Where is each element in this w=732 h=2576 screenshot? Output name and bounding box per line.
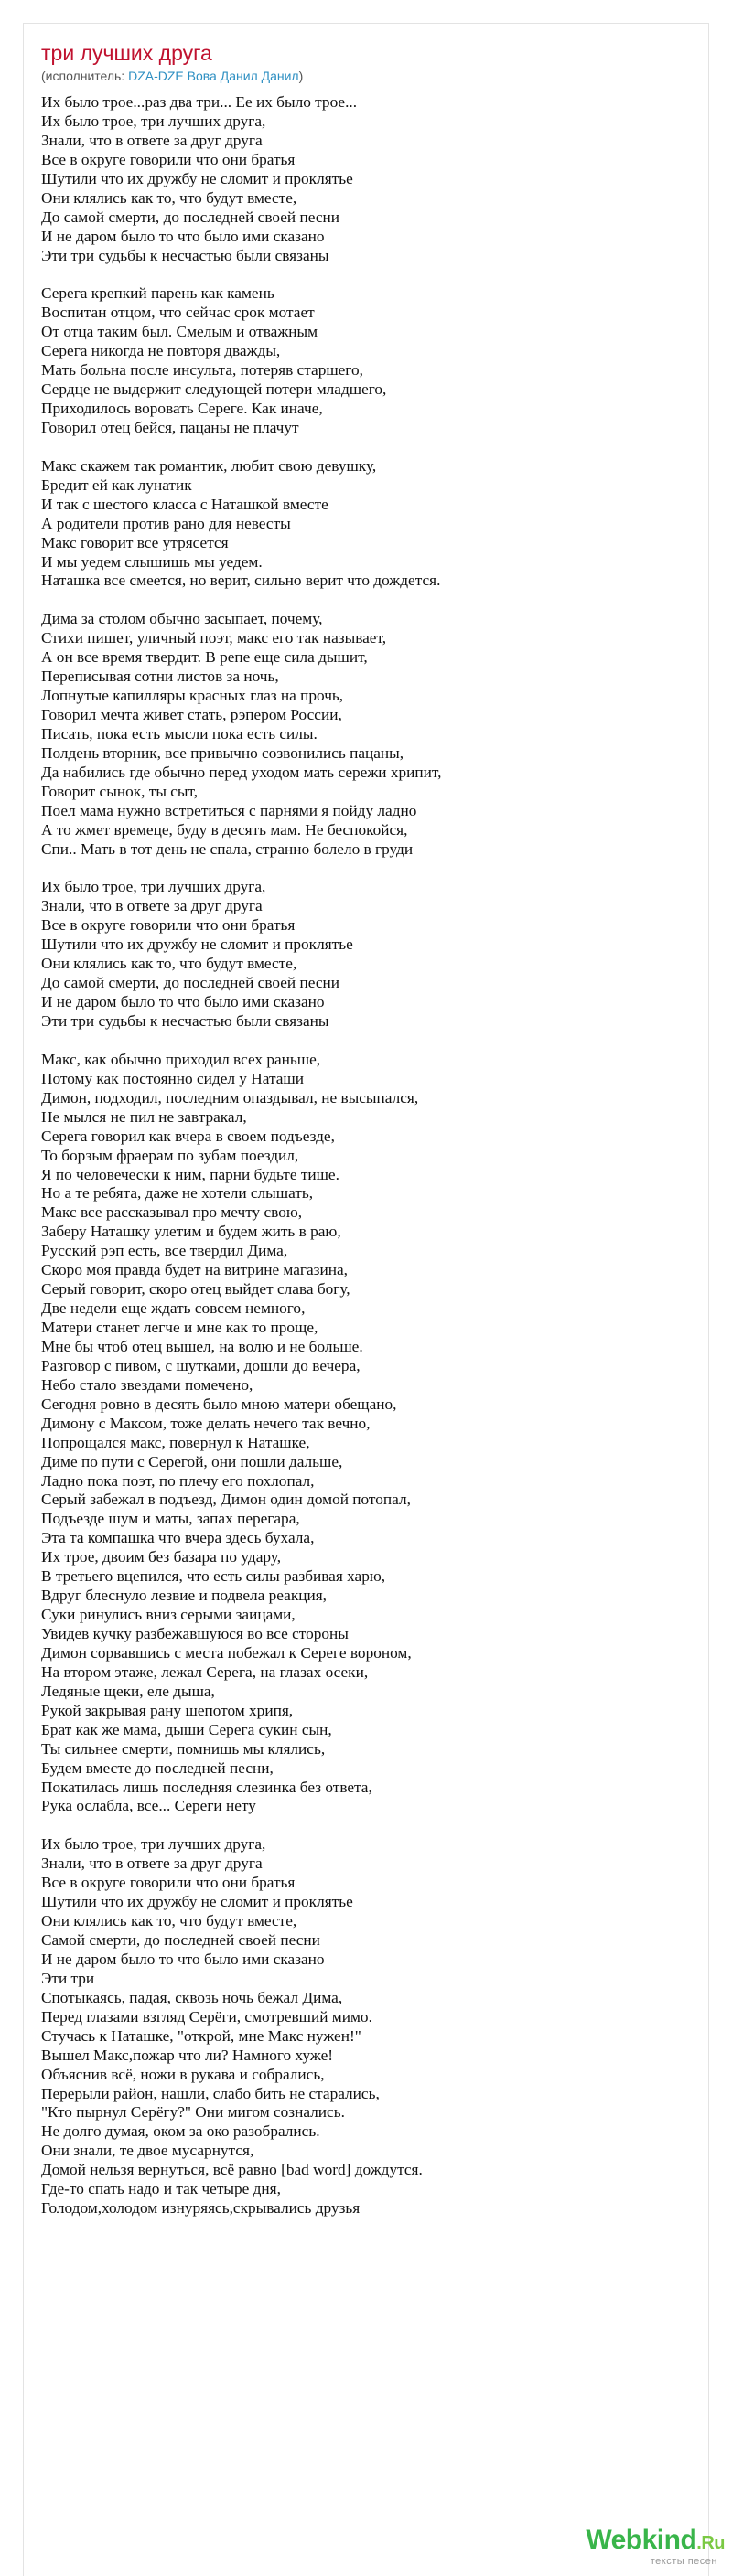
lyric-line: И не даром было то что было ими сказано — [41, 1950, 325, 1968]
lyric-line: Их было трое...раз два три... Ее их было трое... — [41, 93, 358, 111]
song-title: три лучших друга — [41, 41, 212, 65]
lyrics-card — [23, 23, 709, 2576]
lyric-line: Где-то спать надо и так четыре дня, — [41, 2180, 281, 2198]
lyric-line: Вдруг блеснуло лезвие и подвела реакция, — [41, 1587, 327, 1605]
logo-tagline: тексты песен — [650, 2556, 717, 2567]
lyric-line: Серега никогда не повторя дважды, — [41, 342, 281, 360]
lyric-line: Матери станет легче и мне как то проще, — [41, 1319, 318, 1336]
lyric-line: То борзым фраерам по зубам поездил, — [41, 1146, 299, 1164]
lyric-line: Серый говорит, скоро отец выйдет слава богу, — [41, 1280, 350, 1299]
lyric-line: Их было трое, три лучших друга, — [41, 112, 266, 130]
lyric-line: Не мылся не пил не завтракал, — [41, 1107, 247, 1126]
lyric-line: Серега крепкий парень как камень — [41, 284, 274, 303]
lyric-line: Бредит ей как лунатик — [41, 476, 192, 494]
lyric-line: Будем вместе до последней песни, — [41, 1758, 274, 1777]
lyric-line: Макс все рассказывал про мечту свою, — [41, 1203, 303, 1222]
lyric-line — [41, 1816, 691, 1835]
lyric-line: Разговор с пивом, с шутками, дошли до вечера, — [41, 1356, 361, 1374]
artist-line — [41, 68, 303, 84]
lyric-line: Заберу Наташку улетим и будем жить в раю, — [41, 1223, 341, 1241]
lyric-line: Воспитан отцом, что сейчас срок мотает — [41, 304, 315, 322]
logo-wordmark — [586, 2526, 725, 2558]
lyric-line: Потому как постоянно сидел у Наташи — [41, 1069, 304, 1087]
lyric-line: Брат как же мама, дыши Серега сукин сын, — [41, 1720, 332, 1738]
lyric-line: На втором этаже, лежал Серега, на глазах осеки, — [41, 1662, 369, 1681]
lyric-line: Эти три судьбы к несчастью были связаны — [41, 246, 329, 264]
lyric-line: Говорит сынок, ты сыт, — [41, 782, 199, 800]
lyric-line: Говорил отец бейся, пацаны не плачут — [41, 418, 299, 436]
lyric-line: Эти три судьбы к несчастью были связаны — [41, 1012, 329, 1030]
lyric-line: Суки ринулись вниз серыми заицами, — [41, 1606, 296, 1624]
lyric-line: Димон сорвавшись с места побежал к Сереге вороном, — [41, 1643, 412, 1662]
lyric-line — [41, 591, 691, 610]
lyric-line: "Кто пырнул Серёгу?" Они мигом сознались. — [41, 2103, 345, 2122]
lyric-line: Ледяные щеки, еле дыша, — [41, 1682, 215, 1700]
lyric-line — [41, 1031, 691, 1051]
artist-link[interactable]: DZA-DZE Вова Данил Данил — [128, 69, 299, 83]
lyric-line: Поел мама нужно встретиться с парнями я пойду ладно — [41, 801, 417, 819]
lyric-line: Знали, что в ответе за друг друга — [41, 1855, 263, 1873]
lyric-line: До самой смерти, до последней своей песни — [41, 208, 339, 226]
lyric-line: Их было трое, три лучших друга, — [41, 878, 266, 896]
lyric-line — [41, 860, 691, 879]
lyric-line: Домой нельзя вернуться, всё равно [bad word] дождутся. — [41, 2161, 423, 2179]
lyric-line: Увидев кучку разбежавшуюся во все стороны — [41, 1625, 349, 1642]
lyric-line: И так с шестого класса с Наташкой вместе — [41, 495, 328, 513]
lyric-line: Подъезде шум и маты, запах перегара, — [41, 1510, 300, 1528]
lyric-line: Полдень вторник, все привычно созвонились пацаны, — [41, 743, 404, 762]
lyric-line: Спи.. Мать в тот день не спала, странно болело в груди — [41, 839, 414, 858]
lyric-line: Макс, как обычно приходил всех раньше, — [41, 1050, 321, 1068]
lyric-line: Все в округе говорили что они братья — [41, 150, 296, 168]
lyric-line: Да набились где обычно перед уходом мать сережи хрипит, — [41, 763, 442, 781]
lyric-line: И не даром было то что было ими сказано — [41, 993, 325, 1011]
lyric-line: Скоро моя правда будет на витрине магазина, — [41, 1261, 348, 1279]
lyric-line: Стучась к Наташке, "открой, мне Макс нужен!" — [41, 2026, 361, 2045]
lyric-line: А то жмет времеце, буду в десять мам. Не беспокойся, — [41, 820, 408, 839]
lyric-line: Русский рэп есть, все твердил Дима, — [41, 1242, 288, 1260]
lyric-line: Димон, подходил, последним опаздывал, не высыпался, — [41, 1088, 419, 1106]
song-header — [41, 40, 303, 84]
lyric-line: Они знали, те двое мусарнутся, — [41, 2142, 254, 2160]
lyric-line — [41, 438, 691, 457]
lyric-line: Шутили что их дружбу не сломит и проклятье — [41, 935, 353, 954]
lyric-line: Переписывая сотни листов за ночь, — [41, 668, 279, 686]
lyric-line: Голодом,холодом изнуряясь,скрывались друзья — [41, 2199, 361, 2218]
lyric-line: В третьего вцепился, что есть силы разбивая харю, — [41, 1567, 386, 1586]
lyric-line: А родители против рано для невесты — [41, 514, 291, 532]
lyric-line: Вышел Макс,пожар что ли? Намного хуже! — [41, 2046, 334, 2064]
lyric-line: А он все время твердит. В репе еще сила дышит, — [41, 648, 368, 667]
lyric-line: Две недели еще ждать совсем немного, — [41, 1299, 306, 1318]
lyrics-text — [41, 93, 691, 2218]
lyric-line: Их трое, двоим без базара по удару, — [41, 1548, 282, 1566]
lyric-line: Дима за столом обычно засыпает, почему, — [41, 610, 323, 628]
lyric-line: Попрощался макс, повернул к Наташке, — [41, 1433, 310, 1451]
lyric-line: Перерыли район, нашли, слабо бить не старались, — [41, 2084, 380, 2102]
lyric-line: Знали, что в ответе за друг друга — [41, 897, 263, 915]
lyric-line: Лопнутые капилляры красных глаз на прочь, — [41, 687, 344, 705]
lyric-line: До самой смерти, до последней своей песни — [41, 974, 339, 992]
lyric-line: Не долго думая, оком за око разобрались. — [41, 2122, 320, 2141]
lyric-line: Все в округе говорили что они братья — [41, 916, 296, 935]
lyric-line: Макс говорит все утрясется — [41, 533, 229, 551]
lyric-line: Сердце не выдержит следующей потери младшего, — [41, 380, 387, 399]
lyric-line: Рукой закрывая рану шепотом хрипя, — [41, 1701, 294, 1719]
lyric-line: Наташка все смеется, но верит, сильно верит что дождется. — [41, 572, 441, 590]
lyric-line: От отца таким был. Смелым и отважным — [41, 323, 318, 341]
lyric-line: Эти три — [41, 1969, 95, 1987]
lyric-line: Небо стало звездами помечено, — [41, 1375, 253, 1394]
lyric-line: Серый забежал в подъезд, Димон один домой потопал, — [41, 1491, 411, 1509]
lyric-line: Я по человечески к ним, парни будьте тише. — [41, 1165, 339, 1183]
lyric-line: Они клялись как то, что будут вместе, — [41, 955, 297, 973]
lyric-line: Спотыкаясь, падая, сквозь ночь бежал Дима, — [41, 1988, 343, 2006]
lyric-line: Ладно пока поэт, по плечу его похлопал, — [41, 1471, 315, 1490]
lyric-line: Они клялись как то, что будут вместе, — [41, 1912, 297, 1930]
lyric-line: И не даром было то что было ими сказано — [41, 227, 325, 245]
lyric-line: Писать, пока есть мысли пока есть силы. — [41, 724, 318, 743]
lyric-line: Шутили что их дружбу не сломит и проклятье — [41, 169, 353, 187]
lyric-line: Но а те ребята, даже не хотели слышать, — [41, 1184, 314, 1202]
lyric-line: Рука ослабла, все... Сереги нету — [41, 1797, 256, 1815]
lyric-line: Покатилась лишь последняя слезинка без ответа, — [41, 1778, 372, 1796]
lyric-line: Диме по пути с Серегой, они пошли дальше, — [41, 1452, 343, 1470]
artist-suffix: ) — [298, 69, 304, 83]
lyric-line: Ты сильнее смерти, помнишь мы клялись, — [41, 1739, 326, 1758]
lyric-line: Самой смерти, до последней своей песни — [41, 1931, 320, 1949]
lyric-line: Сегодня ровно в десять было мною матери обещано, — [41, 1395, 397, 1413]
lyric-line: Объяснив всё, ножи в рукава и собрались, — [41, 2065, 325, 2083]
webkind-logo[interactable] — [586, 2526, 725, 2567]
lyric-line: Димону с Максом, тоже делать нечего так вечно, — [41, 1414, 371, 1432]
lyric-line: Их было трое, три лучших друга, — [41, 1835, 266, 1854]
lyric-line — [41, 265, 691, 284]
lyric-line: Шутили что их дружбу не сломит и проклятье — [41, 1893, 353, 1911]
logo-tld: .Ru — [696, 2533, 725, 2553]
lyric-line: Стихи пишет, уличный поэт, макс его так называет, — [41, 629, 387, 647]
lyric-line: Мать больна после инсульта, потеряв старшего, — [41, 361, 363, 379]
artist-prefix: (исполнитель: — [41, 69, 129, 83]
lyric-line: Знали, что в ответе за друг друга — [41, 131, 263, 149]
lyric-line: Они клялись как то, что будут вместе, — [41, 188, 297, 207]
lyric-line: И мы уедем слышишь мы уедем. — [41, 552, 263, 571]
lyric-line: Макс скажем так романтик, любит свою девушку, — [41, 456, 377, 475]
lyric-line: Эта та компашка что вчера здесь бухала, — [41, 1529, 315, 1547]
lyric-line: Все в округе говорили что они братья — [41, 1874, 296, 1892]
lyric-line: Приходилось воровать Сереге. Как иначе, — [41, 400, 323, 417]
logo-name: Webkind — [586, 2525, 697, 2555]
lyric-line: Мне бы чтоб отец вышел, на волю и не больше. — [41, 1337, 363, 1355]
lyric-line: Говорил мечта живет стать, рэпером России, — [41, 706, 342, 723]
lyric-line: Серега говорил как вчера в своем подъезде, — [41, 1127, 335, 1145]
lyric-line: Перед глазами взгляд Серёги, смотревший мимо. — [41, 2007, 372, 2026]
